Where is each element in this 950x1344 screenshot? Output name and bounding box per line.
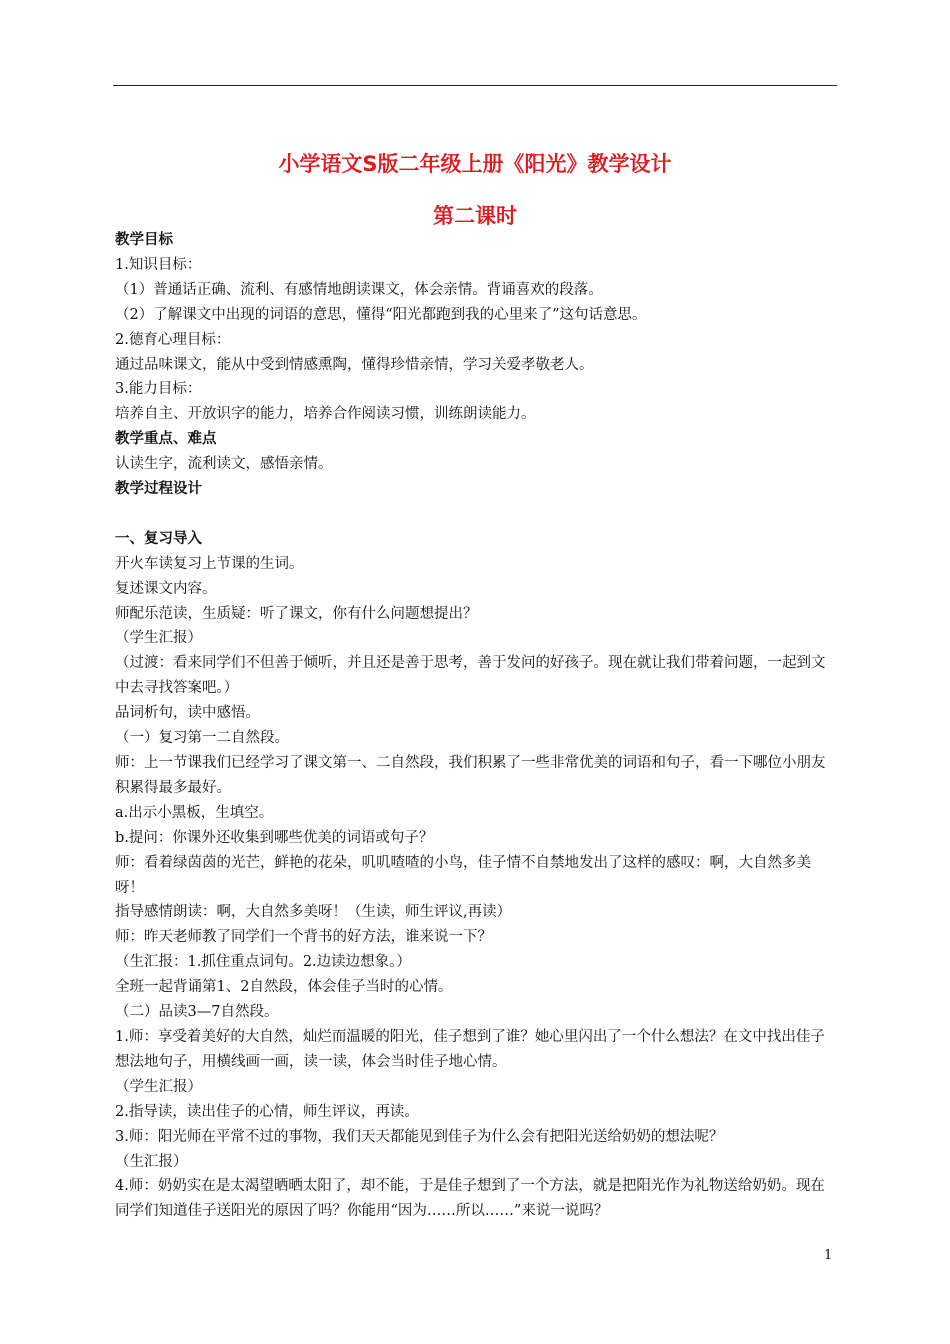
text-paragraph: 复述课文内容。 — [115, 580, 217, 597]
document-subtitle: 第二课时 — [433, 204, 517, 228]
text-paragraph: （学生汇报） — [115, 1078, 202, 1095]
text-paragraph: 3.能力目标： — [115, 381, 202, 398]
text-paragraph: 1.师：享受着美好的大自然，灿烂而温暖的阳光，佳子想到了谁？她心里闪出了一个什么想法？在文中找出佳子想法地句子，用横线画一画，读一读，体会当时佳子地心情。 — [115, 1028, 825, 1070]
text-paragraph: 师：上一节课我们已经学习了课文第一、二自然段，我们积累了一些非常优美的词语和句子，看一下哪位小朋友积累得最多最好。 — [115, 755, 826, 796]
text-paragraph: 品词析句，读中感悟。 — [115, 705, 260, 722]
text-paragraph: 3.师：阳光师在平常不过的事物，我们天天都能见到佳子为什么会有把阳光送给奶奶的想法呢？ — [115, 1128, 724, 1145]
document-body — [115, 228, 837, 1224]
page-number: 1 — [824, 1248, 833, 1263]
text-paragraph: （1）普通话正确、流利、有感情地朗读课文，体会亲情。背诵喜欢的段落。 — [115, 281, 603, 298]
section-heading: 教学过程设计 — [115, 481, 202, 498]
text-paragraph: a.出示小黑板，生填空。 — [115, 804, 274, 821]
text-paragraph: （一）复习第一二自然段。 — [115, 730, 289, 747]
section-heading: 教学目标 — [115, 232, 173, 248]
text-paragraph: （生汇报） — [115, 1153, 188, 1170]
document-title: 小学语文S版二年级上册《阳光》教学设计 — [278, 152, 672, 176]
text-paragraph: （二）品读3—7自然段。 — [115, 1004, 279, 1021]
text-paragraph: 认读生字，流利读文，感悟亲情。 — [115, 456, 333, 473]
text-paragraph: 通过品味课文，能从中受到情感熏陶，懂得珍惜亲情，学习关爱孝敬老人。 — [115, 356, 594, 373]
section-heading: 教学重点、难点 — [115, 431, 217, 448]
text-paragraph: 开火车读复习上节课的生词。 — [115, 555, 304, 572]
text-paragraph: 2.德育心理目标： — [115, 331, 231, 348]
header-rule — [113, 85, 837, 86]
text-paragraph: （生汇报：1.抓住重点词句。2.边读边想象。） — [115, 954, 411, 971]
text-paragraph: （过渡：看来同学们不但善于倾听，并且还是善于思考，善于发问的好孩子。现在就让我们带着问题，一起到文中去寻找答案吧。） — [115, 655, 826, 697]
text-paragraph: （学生汇报） — [115, 630, 202, 647]
text-paragraph: 指导感情朗读：啊，大自然多美呀！（生读，师生评议,再读） — [115, 904, 512, 921]
text-paragraph: 培养自主、开放识字的能力，培养合作阅读习惯，训练朗读能力。 — [115, 406, 536, 423]
text-paragraph: 2.指导读，读出佳子的心情，师生评议，再读。 — [115, 1103, 419, 1120]
text-paragraph: 4.师：奶奶实在是太渴望晒晒太阳了，却不能，于是佳子想到了一个方法，就是把阳光作为礼物送给奶奶。现在同学们知道佳子送阳光的原因了吗？你能用“因为……所以……”来说一说吗？ — [115, 1178, 825, 1220]
blank-line — [115, 502, 837, 527]
text-paragraph: 师配乐范读，生质疑：听了课文，你有什么问题想提出？ — [115, 605, 478, 622]
text-paragraph: 师：昨天老师教了同学们一个背书的好方法，谁来说一下？ — [115, 929, 492, 946]
text-paragraph: b.提问：你课外还收集到哪些优美的词语或句子？ — [115, 829, 434, 846]
text-paragraph: 1.知识目标： — [115, 256, 202, 273]
text-paragraph: （2）了解课文中出现的词语的意思，懂得“阳光都跑到我的心里来了”这句话意思。 — [115, 306, 647, 323]
text-paragraph: 全班一起背诵第1、2自然段，体会佳子当时的心情。 — [115, 979, 453, 996]
text-paragraph: 师：看着绿茵茵的光芒，鲜艳的花朵，叽叽喳喳的小鸟，佳子情不自禁地发出了这样的感叹：啊，大自然多美呀！ — [115, 854, 811, 896]
section-heading: 一、复习导入 — [115, 530, 202, 547]
